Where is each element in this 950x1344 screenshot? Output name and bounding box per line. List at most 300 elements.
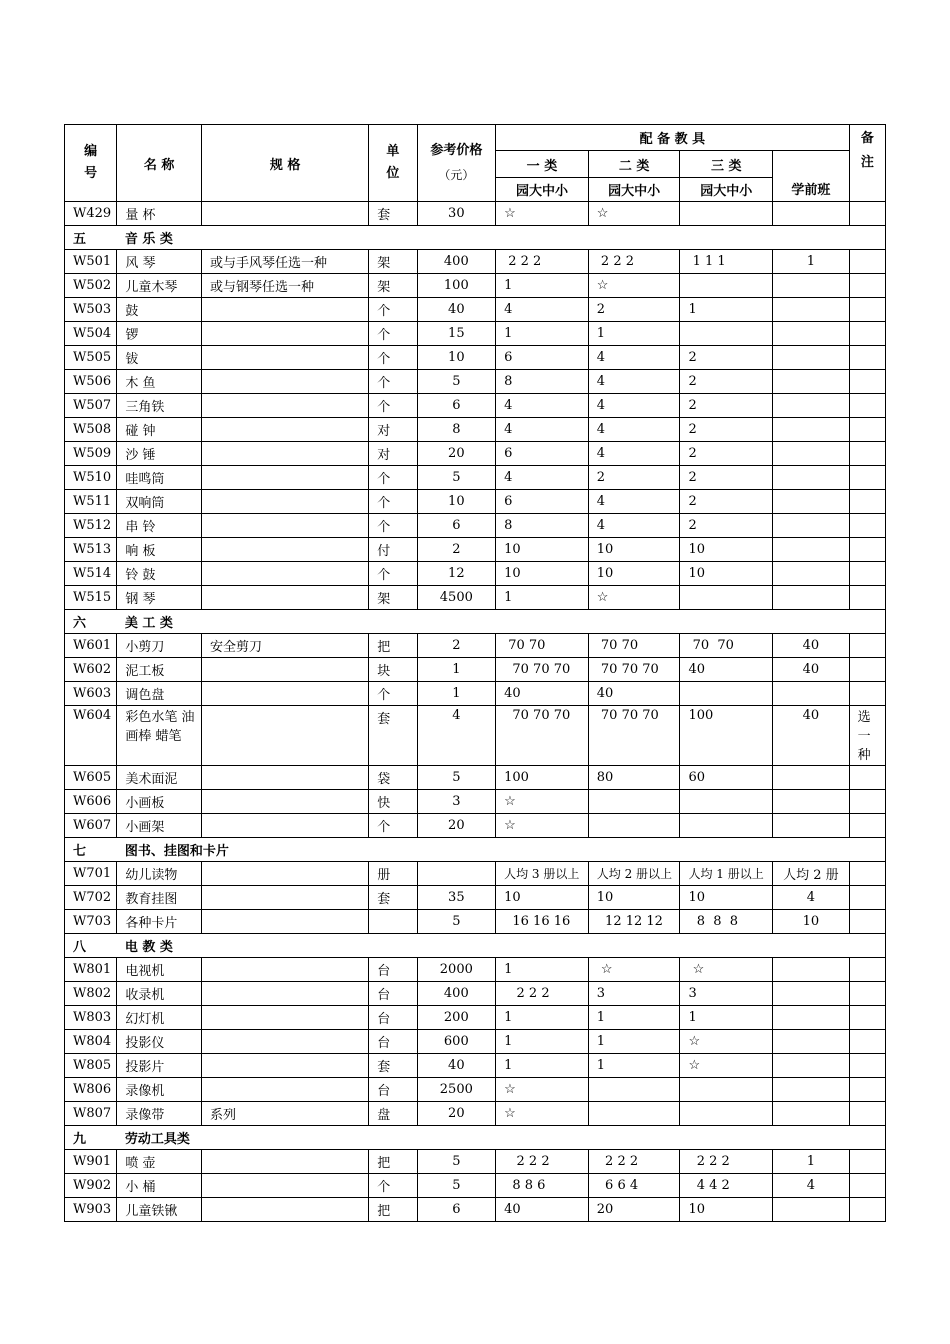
cell-class-3: 40 bbox=[680, 658, 773, 682]
cell-unit: 盘 bbox=[369, 1102, 417, 1126]
cell-name: 投影片 bbox=[117, 1054, 202, 1078]
cell-price: 400 bbox=[417, 982, 496, 1006]
cell-preschool bbox=[773, 418, 850, 442]
cell-class-1: 70 70 70 bbox=[496, 658, 589, 682]
cell-code: W901 bbox=[65, 1150, 117, 1174]
table-row bbox=[65, 682, 886, 706]
cell-unit: 台 bbox=[369, 1006, 417, 1030]
cell-class-1: 8 8 6 bbox=[496, 1174, 589, 1198]
cell-name: 小画架 bbox=[117, 814, 202, 838]
cell-price: 15 bbox=[417, 322, 496, 346]
cell-name: 美术面泥 bbox=[117, 766, 202, 790]
cell-remark bbox=[849, 298, 885, 322]
cell-class-2: 1 bbox=[588, 322, 680, 346]
cell-name: 小剪刀 bbox=[117, 634, 202, 658]
cell-spec bbox=[201, 514, 368, 538]
cell-class-1: 10 bbox=[496, 562, 589, 586]
table-row bbox=[65, 514, 886, 538]
cell-price: 30 bbox=[417, 202, 496, 226]
table-row bbox=[65, 274, 886, 298]
cell-price: 1 bbox=[417, 658, 496, 682]
section-number: 六 bbox=[65, 610, 117, 634]
cell-class-3: 10 bbox=[680, 562, 773, 586]
header-class-1: 一 类 bbox=[496, 151, 589, 178]
cell-remark bbox=[849, 814, 885, 838]
table-row bbox=[65, 1078, 886, 1102]
table-row bbox=[65, 1006, 886, 1030]
cell-price: 1 bbox=[417, 682, 496, 706]
cell-name: 双响筒 bbox=[117, 490, 202, 514]
cell-remark bbox=[849, 274, 885, 298]
cell-class-2: 4 bbox=[588, 442, 680, 466]
cell-name: 钹 bbox=[117, 346, 202, 370]
table-row bbox=[65, 418, 886, 442]
cell-code: W503 bbox=[65, 298, 117, 322]
cell-code: W601 bbox=[65, 634, 117, 658]
table-header bbox=[65, 125, 886, 202]
cell-name: 碰 钟 bbox=[117, 418, 202, 442]
cell-name: 调色盘 bbox=[117, 682, 202, 706]
table-row bbox=[65, 466, 886, 490]
table-row bbox=[65, 538, 886, 562]
cell-spec bbox=[201, 1006, 368, 1030]
cell-code: W806 bbox=[65, 1078, 117, 1102]
cell-spec: 安全剪刀 bbox=[201, 634, 368, 658]
cell-preschool bbox=[773, 1078, 850, 1102]
cell-spec bbox=[201, 1174, 368, 1198]
cell-price: 35 bbox=[417, 886, 496, 910]
cell-name: 鼓 bbox=[117, 298, 202, 322]
table-row bbox=[65, 370, 886, 394]
cell-name: 串 铃 bbox=[117, 514, 202, 538]
cell-class-2: ☆ bbox=[588, 274, 680, 298]
cell-spec bbox=[201, 982, 368, 1006]
cell-class-3 bbox=[680, 1078, 773, 1102]
cell-spec bbox=[201, 790, 368, 814]
cell-remark bbox=[849, 790, 885, 814]
cell-class-3 bbox=[680, 322, 773, 346]
cell-spec bbox=[201, 814, 368, 838]
table-row bbox=[65, 562, 886, 586]
cell-class-3: 10 bbox=[680, 886, 773, 910]
cell-unit: 册 bbox=[369, 862, 417, 886]
cell-class-3: 1 bbox=[680, 1006, 773, 1030]
table-row bbox=[65, 298, 886, 322]
cell-class-2: ☆ bbox=[588, 958, 680, 982]
cell-price: 4500 bbox=[417, 586, 496, 610]
cell-remark bbox=[849, 514, 885, 538]
cell-class-2: 10 bbox=[588, 886, 680, 910]
section-title: 电 教 类 bbox=[117, 934, 886, 958]
cell-name: 响 板 bbox=[117, 538, 202, 562]
cell-price: 20 bbox=[417, 814, 496, 838]
cell-unit: 个 bbox=[369, 394, 417, 418]
cell-spec bbox=[201, 958, 368, 982]
cell-preschool bbox=[773, 442, 850, 466]
cell-class-1: 6 bbox=[496, 442, 589, 466]
cell-price: 2 bbox=[417, 538, 496, 562]
cell-preschool bbox=[773, 1102, 850, 1126]
cell-class-1: 1 bbox=[496, 1006, 589, 1030]
cell-class-2: 4 bbox=[588, 346, 680, 370]
cell-price: 100 bbox=[417, 274, 496, 298]
table-row bbox=[65, 346, 886, 370]
cell-remark bbox=[849, 466, 885, 490]
cell-spec bbox=[201, 418, 368, 442]
cell-spec bbox=[201, 1054, 368, 1078]
cell-class-3: 2 bbox=[680, 370, 773, 394]
cell-code: W502 bbox=[65, 274, 117, 298]
cell-remark bbox=[849, 1198, 885, 1222]
cell-preschool bbox=[773, 1054, 850, 1078]
cell-spec bbox=[201, 370, 368, 394]
cell-spec bbox=[201, 706, 368, 766]
cell-code: W509 bbox=[65, 442, 117, 466]
cell-class-3: 1 bbox=[680, 298, 773, 322]
cell-preschool bbox=[773, 1198, 850, 1222]
cell-class-1: 10 bbox=[496, 886, 589, 910]
cell-price: 2 bbox=[417, 634, 496, 658]
cell-class-2: 3 bbox=[588, 982, 680, 1006]
table-row bbox=[65, 814, 886, 838]
cell-name: 电视机 bbox=[117, 958, 202, 982]
section-row bbox=[65, 610, 886, 634]
cell-unit: 个 bbox=[369, 370, 417, 394]
cell-class-3: 4 4 2 bbox=[680, 1174, 773, 1198]
cell-class-1: 70 70 70 bbox=[496, 706, 589, 766]
cell-class-1: 2 2 2 bbox=[496, 982, 589, 1006]
cell-remark bbox=[849, 658, 885, 682]
cell-price: 20 bbox=[417, 442, 496, 466]
cell-remark bbox=[849, 1102, 885, 1126]
cell-class-2: 10 bbox=[588, 562, 680, 586]
cell-spec bbox=[201, 1150, 368, 1174]
header-class-3: 三 类 bbox=[680, 151, 773, 178]
cell-code: W606 bbox=[65, 790, 117, 814]
cell-spec bbox=[201, 202, 368, 226]
cell-class-1: ☆ bbox=[496, 202, 589, 226]
cell-class-1: 8 bbox=[496, 370, 589, 394]
cell-spec bbox=[201, 298, 368, 322]
cell-unit: 个 bbox=[369, 466, 417, 490]
cell-class-1: 4 bbox=[496, 418, 589, 442]
table-row bbox=[65, 766, 886, 790]
section-number: 九 bbox=[65, 1126, 117, 1150]
cell-remark bbox=[849, 418, 885, 442]
cell-unit: 架 bbox=[369, 274, 417, 298]
header-equipment: 配 备 教 具 bbox=[496, 125, 850, 151]
cell-name: 风 琴 bbox=[117, 250, 202, 274]
cell-price: 5 bbox=[417, 910, 496, 934]
cell-class-2: 70 70 bbox=[588, 634, 680, 658]
cell-remark bbox=[849, 490, 885, 514]
cell-unit: 把 bbox=[369, 1198, 417, 1222]
cell-unit: 套 bbox=[369, 202, 417, 226]
cell-spec bbox=[201, 586, 368, 610]
cell-code: W701 bbox=[65, 862, 117, 886]
cell-price: 200 bbox=[417, 1006, 496, 1030]
cell-name: 彩色水笔 油画棒 蜡笔 bbox=[117, 706, 202, 766]
cell-preschool bbox=[773, 322, 850, 346]
cell-code: W801 bbox=[65, 958, 117, 982]
cell-class-3: 2 2 2 bbox=[680, 1150, 773, 1174]
cell-remark bbox=[849, 862, 885, 886]
cell-unit: 块 bbox=[369, 658, 417, 682]
cell-preschool: 人均 2 册 bbox=[773, 862, 850, 886]
cell-name: 幻灯机 bbox=[117, 1006, 202, 1030]
section-title: 美 工 类 bbox=[117, 610, 886, 634]
cell-remark bbox=[849, 886, 885, 910]
cell-class-1: ☆ bbox=[496, 814, 589, 838]
cell-code: W603 bbox=[65, 682, 117, 706]
cell-code: W805 bbox=[65, 1054, 117, 1078]
cell-unit: 架 bbox=[369, 250, 417, 274]
cell-code: W605 bbox=[65, 766, 117, 790]
cell-class-2: ☆ bbox=[588, 202, 680, 226]
cell-name: 收录机 bbox=[117, 982, 202, 1006]
cell-unit: 个 bbox=[369, 814, 417, 838]
cell-unit: 快 bbox=[369, 790, 417, 814]
header-spec: 规 格 bbox=[201, 125, 368, 202]
cell-class-3: 2 bbox=[680, 490, 773, 514]
section-row bbox=[65, 226, 886, 250]
cell-price: 8 bbox=[417, 418, 496, 442]
cell-class-3: 3 bbox=[680, 982, 773, 1006]
cell-code: W602 bbox=[65, 658, 117, 682]
cell-preschool bbox=[773, 394, 850, 418]
cell-name: 钢 琴 bbox=[117, 586, 202, 610]
cell-preschool: 40 bbox=[773, 706, 850, 766]
section-number: 五 bbox=[65, 226, 117, 250]
section-title: 音 乐 类 bbox=[117, 226, 886, 250]
cell-code: W514 bbox=[65, 562, 117, 586]
cell-class-2: 12 12 12 bbox=[588, 910, 680, 934]
cell-code: W504 bbox=[65, 322, 117, 346]
cell-class-2: 10 bbox=[588, 538, 680, 562]
cell-spec: 或与手风琴任选一种 bbox=[201, 250, 368, 274]
cell-class-1: 4 bbox=[496, 394, 589, 418]
cell-unit: 个 bbox=[369, 490, 417, 514]
cell-class-3 bbox=[680, 274, 773, 298]
header-class-2: 二 类 bbox=[588, 151, 680, 178]
table-row bbox=[65, 1030, 886, 1054]
table-row bbox=[65, 250, 886, 274]
cell-remark bbox=[849, 442, 885, 466]
table-body bbox=[65, 202, 886, 1222]
table-row bbox=[65, 958, 886, 982]
cell-code: W513 bbox=[65, 538, 117, 562]
table-row bbox=[65, 490, 886, 514]
cell-preschool bbox=[773, 766, 850, 790]
cell-unit: 套 bbox=[369, 1054, 417, 1078]
cell-code: W429 bbox=[65, 202, 117, 226]
cell-price: 12 bbox=[417, 562, 496, 586]
cell-price: 5 bbox=[417, 766, 496, 790]
cell-class-2: 70 70 70 bbox=[588, 706, 680, 766]
cell-preschool bbox=[773, 790, 850, 814]
section-row bbox=[65, 838, 886, 862]
cell-class-1: 4 bbox=[496, 298, 589, 322]
cell-class-2 bbox=[588, 1078, 680, 1102]
cell-class-2: 1 bbox=[588, 1030, 680, 1054]
cell-unit: 个 bbox=[369, 562, 417, 586]
cell-unit: 台 bbox=[369, 1030, 417, 1054]
cell-class-1: 6 bbox=[496, 346, 589, 370]
cell-class-2: 80 bbox=[588, 766, 680, 790]
cell-remark bbox=[849, 322, 885, 346]
cell-class-3: ☆ bbox=[680, 958, 773, 982]
cell-remark bbox=[849, 634, 885, 658]
cell-code: W511 bbox=[65, 490, 117, 514]
cell-class-2: 2 bbox=[588, 466, 680, 490]
cell-class-2: 4 bbox=[588, 418, 680, 442]
table-row bbox=[65, 442, 886, 466]
cell-price: 5 bbox=[417, 1174, 496, 1198]
cell-price: 20 bbox=[417, 1102, 496, 1126]
cell-class-3 bbox=[680, 202, 773, 226]
cell-price: 2500 bbox=[417, 1078, 496, 1102]
cell-class-2: 4 bbox=[588, 514, 680, 538]
cell-code: W802 bbox=[65, 982, 117, 1006]
cell-unit bbox=[369, 910, 417, 934]
cell-unit: 把 bbox=[369, 634, 417, 658]
cell-class-2 bbox=[588, 790, 680, 814]
cell-class-2: 1 bbox=[588, 1054, 680, 1078]
cell-class-1: ☆ bbox=[496, 1078, 589, 1102]
cell-class-1: 10 bbox=[496, 538, 589, 562]
table-row bbox=[65, 202, 886, 226]
cell-preschool bbox=[773, 514, 850, 538]
cell-class-3: 人均 1 册以上 bbox=[680, 862, 773, 886]
cell-price: 5 bbox=[417, 1150, 496, 1174]
table-row bbox=[65, 862, 886, 886]
cell-class-1: 70 70 bbox=[496, 634, 589, 658]
table-row bbox=[65, 706, 886, 766]
cell-remark bbox=[849, 586, 885, 610]
cell-class-1: 人均 3 册以上 bbox=[496, 862, 589, 886]
cell-class-2: 4 bbox=[588, 370, 680, 394]
cell-class-2: 人均 2 册以上 bbox=[588, 862, 680, 886]
cell-remark: 选 一 种 bbox=[849, 706, 885, 766]
cell-preschool: 4 bbox=[773, 886, 850, 910]
cell-preschool: 40 bbox=[773, 658, 850, 682]
cell-class-1: 1 bbox=[496, 1030, 589, 1054]
cell-preschool bbox=[773, 982, 850, 1006]
table-row bbox=[65, 1102, 886, 1126]
cell-class-2: 2 2 2 bbox=[588, 1150, 680, 1174]
cell-class-3: 2 bbox=[680, 418, 773, 442]
table-row bbox=[65, 394, 886, 418]
header-name: 名 称 bbox=[117, 125, 202, 202]
cell-class-3: 1 1 1 bbox=[680, 250, 773, 274]
cell-preschool bbox=[773, 490, 850, 514]
cell-spec bbox=[201, 658, 368, 682]
cell-class-1: 16 16 16 bbox=[496, 910, 589, 934]
cell-name: 小 桶 bbox=[117, 1174, 202, 1198]
cell-class-2: 40 bbox=[588, 682, 680, 706]
cell-class-3: 10 bbox=[680, 538, 773, 562]
cell-code: W807 bbox=[65, 1102, 117, 1126]
cell-preschool bbox=[773, 1006, 850, 1030]
cell-code: W902 bbox=[65, 1174, 117, 1198]
cell-price: 2000 bbox=[417, 958, 496, 982]
cell-class-1: 2 2 2 bbox=[496, 250, 589, 274]
table-row bbox=[65, 910, 886, 934]
cell-name: 铃 鼓 bbox=[117, 562, 202, 586]
cell-price: 6 bbox=[417, 1198, 496, 1222]
table-row bbox=[65, 586, 886, 610]
cell-price: 10 bbox=[417, 490, 496, 514]
cell-code: W607 bbox=[65, 814, 117, 838]
cell-spec bbox=[201, 1030, 368, 1054]
cell-class-2: 4 bbox=[588, 490, 680, 514]
cell-class-3 bbox=[680, 814, 773, 838]
cell-preschool bbox=[773, 814, 850, 838]
cell-name: 投影仪 bbox=[117, 1030, 202, 1054]
cell-code: W804 bbox=[65, 1030, 117, 1054]
cell-spec: 或与钢琴任选一种 bbox=[201, 274, 368, 298]
cell-name: 量 杯 bbox=[117, 202, 202, 226]
cell-preschool bbox=[773, 958, 850, 982]
cell-code: W803 bbox=[65, 1006, 117, 1030]
cell-remark bbox=[849, 982, 885, 1006]
cell-preschool bbox=[773, 682, 850, 706]
equipment-list-page bbox=[64, 124, 886, 1222]
cell-spec bbox=[201, 1198, 368, 1222]
cell-name: 哇鸣筒 bbox=[117, 466, 202, 490]
cell-spec bbox=[201, 394, 368, 418]
cell-class-2: 70 70 70 bbox=[588, 658, 680, 682]
cell-class-2: 4 bbox=[588, 394, 680, 418]
cell-preschool bbox=[773, 298, 850, 322]
table-row bbox=[65, 790, 886, 814]
cell-spec: 系列 bbox=[201, 1102, 368, 1126]
table-row bbox=[65, 1150, 886, 1174]
cell-class-3: ☆ bbox=[680, 1030, 773, 1054]
cell-price: 6 bbox=[417, 514, 496, 538]
cell-class-3: 2 bbox=[680, 394, 773, 418]
table-row bbox=[65, 1174, 886, 1198]
cell-preschool bbox=[773, 562, 850, 586]
cell-unit: 袋 bbox=[369, 766, 417, 790]
cell-remark bbox=[849, 202, 885, 226]
cell-class-1: 8 bbox=[496, 514, 589, 538]
cell-unit: 架 bbox=[369, 586, 417, 610]
cell-code: W510 bbox=[65, 466, 117, 490]
cell-code: W501 bbox=[65, 250, 117, 274]
cell-unit: 套 bbox=[369, 886, 417, 910]
cell-name: 小画板 bbox=[117, 790, 202, 814]
cell-preschool bbox=[773, 274, 850, 298]
cell-name: 三角铁 bbox=[117, 394, 202, 418]
cell-unit: 套 bbox=[369, 706, 417, 766]
cell-name: 教育挂图 bbox=[117, 886, 202, 910]
cell-spec bbox=[201, 766, 368, 790]
cell-class-3 bbox=[680, 682, 773, 706]
cell-spec bbox=[201, 442, 368, 466]
cell-remark bbox=[849, 250, 885, 274]
cell-class-3: 2 bbox=[680, 346, 773, 370]
cell-spec bbox=[201, 910, 368, 934]
cell-class-1: 1 bbox=[496, 958, 589, 982]
cell-preschool bbox=[773, 370, 850, 394]
cell-class-2 bbox=[588, 1102, 680, 1126]
cell-name: 幼儿读物 bbox=[117, 862, 202, 886]
cell-class-2: ☆ bbox=[588, 586, 680, 610]
cell-preschool: 40 bbox=[773, 634, 850, 658]
cell-code: W604 bbox=[65, 706, 117, 766]
cell-name: 儿童铁锹 bbox=[117, 1198, 202, 1222]
